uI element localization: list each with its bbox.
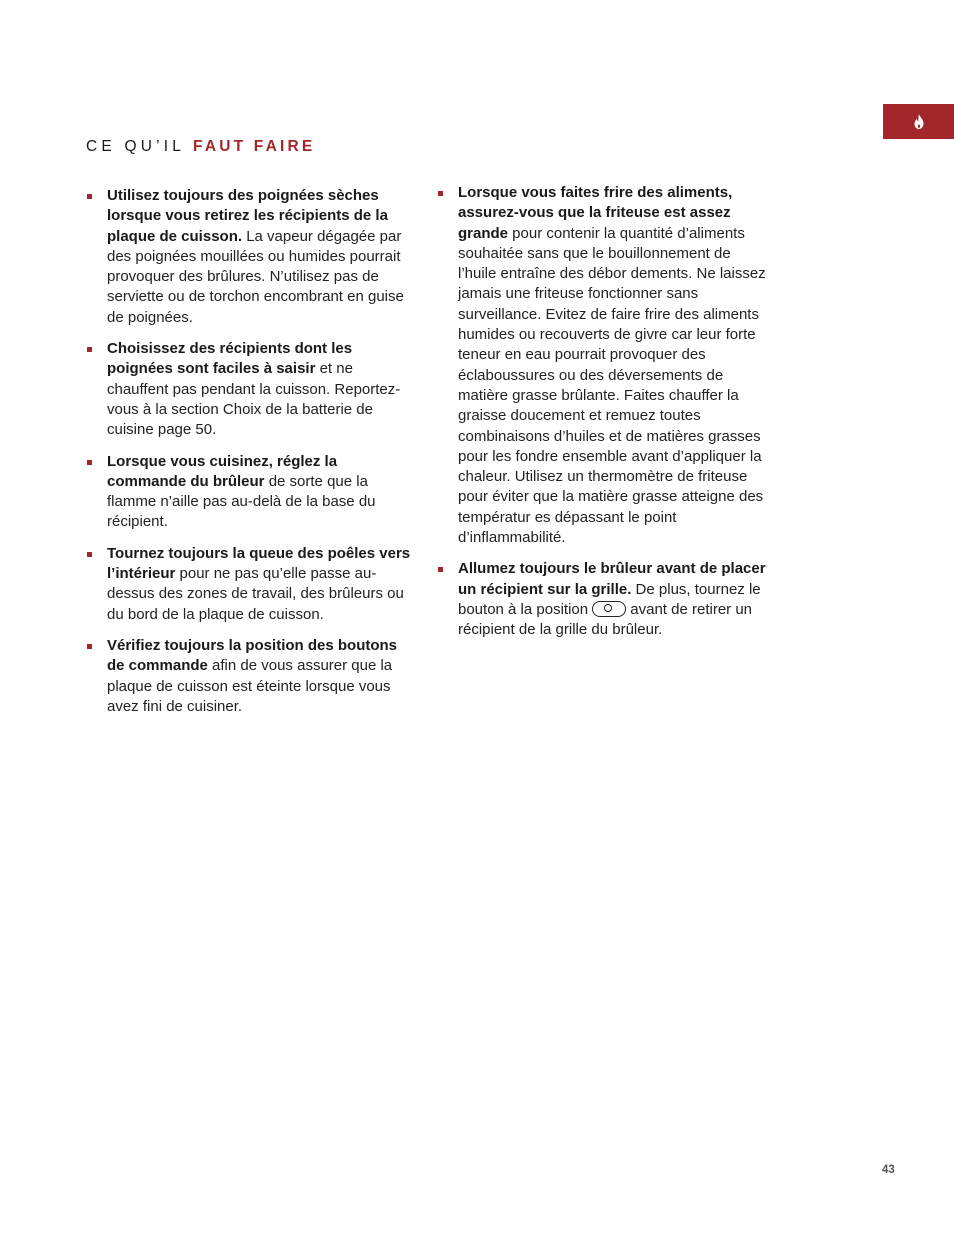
heading-accent: FAUT FAIRE [193, 138, 316, 155]
item-text: La vapeur dégagée par des poignées mouillées ou humides pourrait provoquer des brûlures. N’utilisez pas de serviette ou de torchon encombrant en guise de poignées. [107, 227, 404, 326]
flame-icon [913, 114, 925, 129]
item-bold-text: Utilisez toujours des poignées sèches lorsque vous retirez les récipients de la plaque de cuisson. [107, 187, 388, 245]
list-item [437, 559, 767, 640]
item-text: de sorte que la flamme n’aille pas au-delà de la base du récipient. [107, 472, 376, 531]
item-bold-text: Tournez toujours la queue des poêles vers l’intérieur [107, 544, 411, 583]
item-bold-text: Choisissez des récipients dont les poignées sont faciles à saisir [107, 340, 353, 378]
list-item [86, 544, 416, 625]
right-column [437, 183, 767, 652]
item-bold-text: Lorsque vous faites frire des aliments, assurez-vous que la friteuse est assez grande [458, 184, 733, 242]
item-bold-text: Vérifiez toujours la position des boutons de commande [107, 636, 398, 675]
off-position-knob-icon [592, 601, 626, 617]
item-text: et ne chauffent pas pendant la cuisson. Reportez-vous à la section Choix de la batterie de cuisine page 50. [107, 360, 401, 439]
item-text: pour contenir la quantité d’aliments souhaitée sans que le bouillonnement de l’huile entraîne des débor dements. Ne laissez jamais une friteuse fonctionner sans surveillance. Evitez de faire frire des aliments humides ou recouverts de givre car leur forte teneur en eau pourrait provoquer des éclaboussures ou des déversements de matière grasse brûlante. Faites chauffer la graisse doucement et remuez toutes combinaisons d’huiles et de matières grasses pour les fondre ensemble avant d’appliquer la chaleur. Utilisez un thermomètre de friteuse pour éviter que la matière grasse atteigne des températur es dépassant le point d’inflammabilité. [458, 224, 766, 547]
page-heading [86, 138, 315, 156]
list-item [86, 636, 416, 717]
item-text-after: avant de retirer un récipient de la grille du brûleur. [458, 600, 753, 639]
list-item [86, 452, 416, 533]
item-bold-text: Allumez toujours le brûleur avant de placer un récipient sur la grille. [458, 560, 766, 598]
list-item [86, 339, 416, 440]
item-text: afin de vous assurer que la plaque de cuisson est éteinte lorsque vous avez fini de cuisiner. [107, 657, 393, 715]
item-text: pour ne pas qu’elle passe au-dessus des zones de travail, des brûleurs ou du bord de la plaque de cuisson. [107, 565, 404, 623]
section-tab [883, 104, 954, 139]
heading-prefix: CE QU’IL [86, 138, 185, 155]
left-column [86, 186, 416, 728]
list-item [437, 183, 767, 548]
item-text: De plus, tournez le bouton à la position [458, 580, 761, 618]
item-bold-text: Lorsque vous cuisinez, réglez la commande du brûleur [107, 452, 338, 490]
list-item [86, 186, 416, 328]
page-number: 43 [882, 1164, 895, 1176]
